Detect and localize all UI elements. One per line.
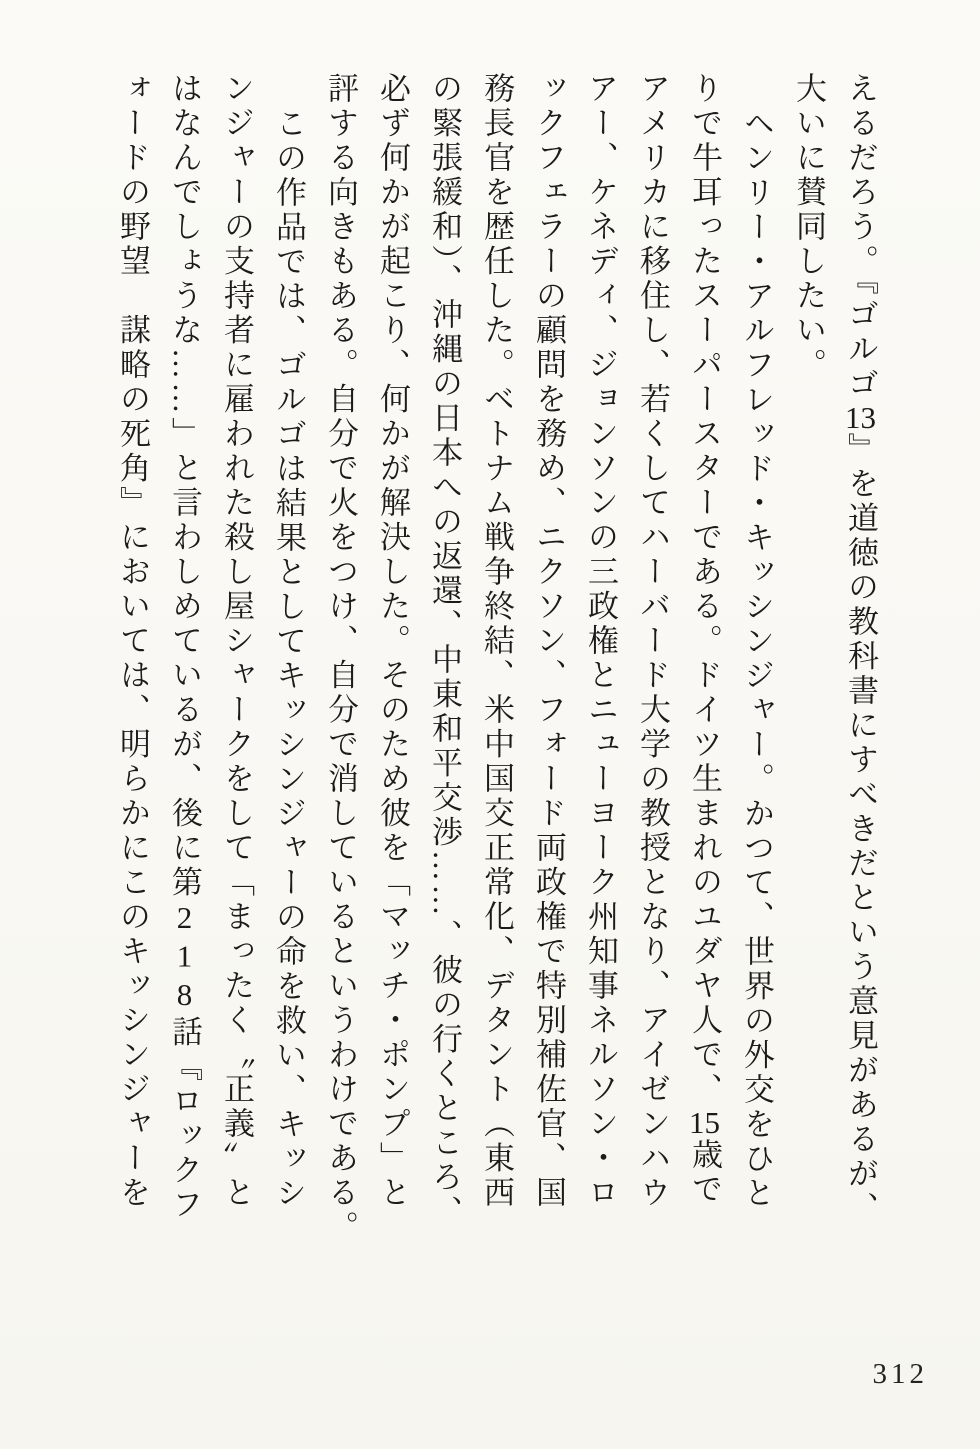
text-column-8: 務長官を歴任した。ベトナム戦争終結、米中国交正常化、デタント（東西 [479,72,514,1211]
inline-number: 8 [167,977,202,1016]
inline-number: 13 [845,401,876,433]
text-column-6: アー、ケネディ、ジョンソンの三政権とニューヨーク州知事ネルソン・ロ [583,72,618,1211]
text-column-11: 評する向きもある。自分で火をつけ、自分で消しているというわけである。 [323,72,358,1245]
text-column-12: この作品では、ゴルゴは結果としてキッシンジャーの命を救い、キッシ [271,107,306,1211]
text-column-7: ックフェラーの顧問を務め、ニクソン、フォード両政権で特別補佐官、国 [531,72,566,1211]
text-column-15: ォードの野望 謀略の死角』においては、明らかにこのキッシンジャーを [115,72,150,1211]
text-column-2: 大いに賛同したい。 [791,72,826,383]
text-column-13: ンジャーの支持者に雇われた殺し屋シャークをして「まったく〝正義〟と [219,72,254,1211]
text-column-3: ヘンリー・アルフレッド・キッシンジャー。かつて、世界の外交をひと [739,107,774,1211]
text-column-1: えるだろう。『ゴルゴ13』を道徳の教科書にすべきだという意見があるが、 [843,72,878,1226]
inline-number: 15 [689,1107,720,1138]
text-column-14: はなんでしょうな……」と言わしめているが、後に第218話『ロックフ [167,72,202,1223]
text-column-4: りで牛耳ったスーパースターである。ドイツ生まれのユダヤ人で、15歳で [687,72,722,1207]
page-number: 312 [872,1358,928,1390]
inline-number: 2 [167,900,202,939]
text-column-5: アメリカに移住し、若くしてハーバード大学の教授となり、アイゼンハウ [635,72,670,1211]
vertical-text-block [106,72,886,1267]
inline-number: 1 [167,938,202,977]
text-column-10: 必ず何かが起こり、何かが解決した。そのため彼を「マッチ・ポンプ」と [375,72,410,1211]
text-column-9: の緊張緩和）、沖縄の日本への返還、中東和平交渉……、彼の行くところ、 [427,72,462,1230]
